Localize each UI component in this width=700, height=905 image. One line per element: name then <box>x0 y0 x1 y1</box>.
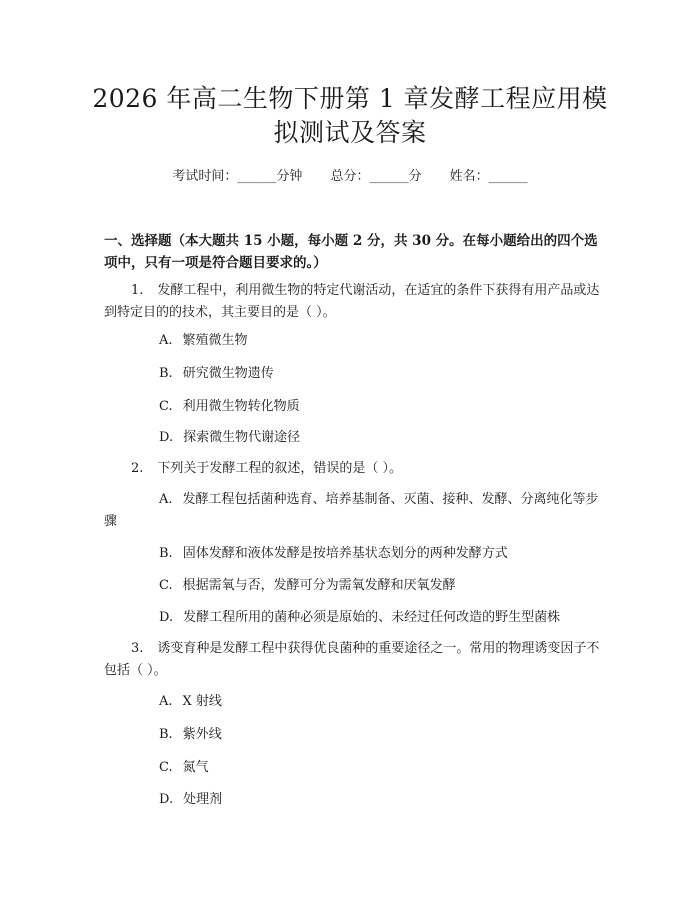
q3-option-a <box>159 691 604 713</box>
q3-option-c <box>159 757 604 779</box>
option-text: 氮气 <box>182 760 209 775</box>
q2-option-b <box>159 543 604 565</box>
option-letter: D. <box>159 792 174 807</box>
option-letter: A. <box>159 694 173 709</box>
option-letter: B. <box>159 727 173 742</box>
option-letter: A. <box>159 333 173 348</box>
option-text: 处理剂 <box>183 792 223 807</box>
option-letter: D. <box>159 610 174 625</box>
q3-option-b <box>159 724 604 746</box>
page-title <box>80 82 620 150</box>
option-letter: C. <box>159 578 173 593</box>
exam-meta <box>100 167 600 187</box>
question-text: 下列关于发酵工程的叙述，错误的是（ ）。 <box>157 461 403 476</box>
option-text: 发酵工程包括菌种选育、培养基制备、灭菌、接种、发酵、分离纯化等步骤 <box>104 492 599 529</box>
option-text: 繁殖微生物 <box>182 333 248 348</box>
option-text: X 射线 <box>182 694 222 709</box>
option-text: 研究微生物遗传 <box>182 366 274 381</box>
q1-option-a <box>159 330 604 352</box>
option-text: 紫外线 <box>182 727 222 742</box>
student-name: 姓名：______ <box>449 169 528 184</box>
question-1 <box>104 280 602 324</box>
question-text: 诱变育种是发酵工程中获得优良菌种的重要途径之一。常用的物理诱变因子不包括（ ）。 <box>104 641 600 678</box>
q3-option-d <box>159 789 604 811</box>
option-text: 探索微生物代谢途径 <box>183 430 301 445</box>
question-text: 发酵工程中，利用微生物的特定代谢活动，在适宜的条件下获得有用产品或达到特定目的的技术，其主要目的是（ ）。 <box>104 283 600 320</box>
question-2 <box>104 458 602 480</box>
q2-option-c <box>159 575 604 597</box>
option-letter: C. <box>159 760 173 775</box>
option-letter: B. <box>159 546 173 561</box>
question-number: 3. <box>131 641 144 656</box>
exam-time: 考试时间：______分钟 <box>172 169 303 184</box>
option-letter: A. <box>159 492 173 507</box>
option-letter: B. <box>159 366 173 381</box>
total-score: 总分：______分 <box>330 169 422 184</box>
q1-option-c <box>159 396 604 418</box>
q2-option-a <box>104 489 602 533</box>
q1-option-b <box>159 363 604 385</box>
option-text: 发酵工程所用的菌种必须是原始的、未经过任何改造的野生型菌株 <box>183 610 561 625</box>
question-number: 1. <box>131 283 144 298</box>
title-line-1: 2026 年高二生物下册第 1 章发酵工程应用模 <box>92 84 608 113</box>
question-3 <box>104 638 602 682</box>
option-text: 固体发酵和液体发酵是按培养基状态划分的两种发酵方式 <box>182 546 508 561</box>
option-letter: D. <box>159 430 174 445</box>
option-letter: C. <box>159 399 173 414</box>
question-number: 2. <box>131 461 144 476</box>
q2-option-d <box>159 607 604 629</box>
option-text: 根据需氧与否，发酵可分为需氧发酵和厌氧发酵 <box>182 578 456 593</box>
section-heading: 一、选择题（本大题共 15 小题，每小题 2 分，共 30 分。在每小题给出的四个选项中，只有一项是符合题目要求的。） <box>104 233 598 271</box>
title-line-2: 拟测试及答案 <box>273 118 427 147</box>
option-text: 利用微生物转化物质 <box>182 399 300 414</box>
q1-option-d <box>159 427 604 449</box>
